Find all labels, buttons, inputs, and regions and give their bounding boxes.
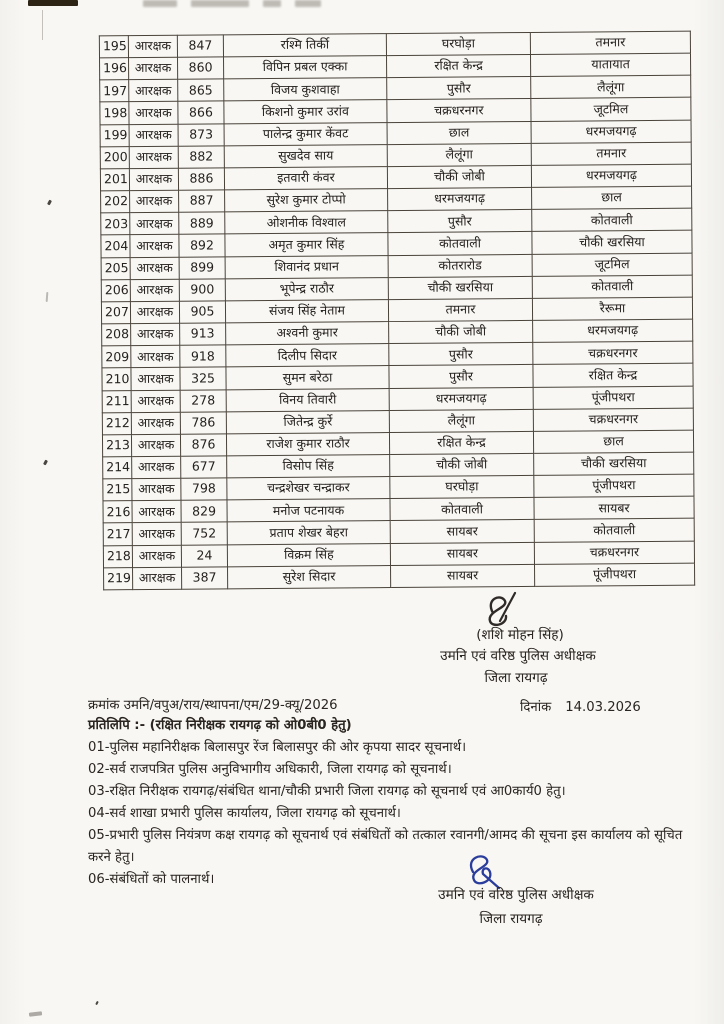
name-cell: चन्द्रशेखर चन्द्राकर bbox=[227, 477, 390, 500]
to-cell: रक्षित केन्द्र bbox=[533, 364, 693, 387]
rank-cell: आरक्षक bbox=[129, 57, 178, 80]
serial-cell: 200 bbox=[100, 146, 129, 168]
rank-cell: आरक्षक bbox=[131, 323, 180, 346]
from-cell: चौकी जोबी bbox=[390, 453, 534, 476]
name-cell: विसोप सिंह bbox=[227, 455, 390, 478]
badge-cell: 786 bbox=[180, 412, 226, 435]
from-cell: कोतवाली bbox=[390, 498, 534, 521]
rank-cell: आरक्षक bbox=[130, 235, 179, 258]
to-cell: चौकी खरसिया bbox=[534, 452, 694, 475]
to-cell: यातायात bbox=[530, 53, 690, 76]
badge-cell: 900 bbox=[179, 279, 225, 302]
badge-cell: 918 bbox=[180, 345, 226, 368]
copy-item: 02-सर्व राजपत्रित पुलिस अनुविभागीय अधिकारी, जिला रायगढ़ को सूचनार्थ। bbox=[88, 762, 452, 777]
to-cell: रैरूमा bbox=[532, 297, 692, 320]
badge-cell: 387 bbox=[182, 567, 228, 590]
badge-cell: 882 bbox=[178, 146, 224, 169]
badge-cell: 847 bbox=[177, 35, 223, 58]
name-cell: विनय तिवारी bbox=[226, 388, 389, 411]
name-cell: सुखदेव साय bbox=[224, 144, 387, 167]
signatory-name: (शशि मोहन सिंह) bbox=[476, 627, 564, 643]
serial-cell: 205 bbox=[101, 257, 130, 279]
name-cell: सुमन बरेठा bbox=[226, 366, 389, 389]
serial-cell: 204 bbox=[101, 235, 130, 257]
from-cell: सायबर bbox=[390, 520, 534, 543]
serial-cell: 216 bbox=[103, 501, 132, 523]
badge-cell: 829 bbox=[181, 500, 227, 523]
rank-cell: आरक्षक bbox=[128, 35, 177, 58]
from-cell: पुसौर bbox=[387, 77, 531, 100]
name-cell: इतवारी कंवर bbox=[224, 167, 387, 190]
from-cell: कोतरारोड bbox=[388, 254, 532, 277]
to-cell: तमनार bbox=[530, 31, 690, 54]
rank-cell: आरक्षक bbox=[130, 257, 179, 280]
to-cell: तमनार bbox=[531, 142, 691, 165]
serial-cell: 207 bbox=[101, 301, 130, 323]
name-cell: संजय सिंह नेताम bbox=[225, 299, 388, 322]
copy-section-heading: प्रतिलिपि :- (रक्षित निरीक्षक रायगढ़ को ओ0बी0 हेतु) bbox=[88, 718, 352, 733]
to-cell: चक्रधरनगर bbox=[534, 541, 694, 564]
serial-cell: 211 bbox=[102, 390, 131, 412]
badge-cell: 876 bbox=[180, 434, 226, 457]
to-cell: जूटमिल bbox=[532, 253, 692, 276]
from-cell: लैलूंगा bbox=[389, 409, 533, 432]
name-cell: किशनो कुमार उरांव bbox=[224, 100, 387, 123]
badge-cell: 913 bbox=[180, 323, 226, 346]
scan-speck bbox=[46, 292, 49, 302]
from-cell: चक्रधरनगर bbox=[387, 99, 531, 122]
rank-cell: आरक्षक bbox=[131, 368, 180, 391]
from-cell: धरमजयगढ़ bbox=[388, 188, 532, 211]
serial-cell: 219 bbox=[104, 567, 133, 589]
badge-cell: 798 bbox=[181, 478, 227, 501]
serial-cell: 202 bbox=[101, 191, 130, 213]
copy-item: 03-रक्षित निरीक्षक रायगढ़/संबंधित थाना/चौकी प्रभारी जिला रायगढ़ को सूचनार्थ एवं आ0कार्य0 हेतु। bbox=[88, 784, 566, 799]
from-cell: छाल bbox=[387, 121, 531, 144]
badge-cell: 889 bbox=[179, 212, 225, 235]
rank-cell: आरक्षक bbox=[131, 345, 180, 368]
badge-cell: 865 bbox=[178, 79, 224, 102]
serial-cell: 215 bbox=[103, 479, 132, 501]
rank-cell: आरक्षक bbox=[130, 279, 179, 302]
rank-cell: आरक्षक bbox=[132, 456, 181, 479]
from-cell: तमनार bbox=[388, 298, 532, 321]
name-cell: विक्रम सिंह bbox=[227, 543, 390, 566]
from-cell: सायबर bbox=[391, 564, 535, 587]
scan-artifact-line bbox=[42, 10, 43, 40]
serial-cell: 218 bbox=[103, 545, 132, 567]
reference-number: क्रमांक उमनि/वपुअ/राय/स्थापना/एम/29-क्यू/2026 bbox=[88, 698, 338, 713]
signatory-designation: उमनि एवं वरिष्ठ पुलिस अधीक्षक bbox=[440, 648, 596, 664]
to-cell: कोतवाली bbox=[534, 519, 694, 542]
to-cell: कोतवाली bbox=[532, 275, 692, 298]
copy-item: 04-सर्व शाखा प्रभारी पुलिस कार्यालय, जिला रायगढ़ को सूचनार्थ। bbox=[88, 806, 401, 821]
scan-speck bbox=[95, 1001, 99, 1005]
table-row bbox=[104, 563, 695, 590]
from-cell: धरमजयगढ़ bbox=[389, 387, 533, 410]
serial-cell: 195 bbox=[99, 36, 128, 58]
to-cell: चक्रधरनगर bbox=[533, 341, 693, 364]
name-cell: अमृत कुमार सिंह bbox=[225, 233, 388, 256]
serial-cell: 206 bbox=[101, 279, 130, 301]
name-cell: सुरेश कुमार टोप्पो bbox=[225, 189, 388, 212]
name-cell: अश्वनी कुमार bbox=[226, 322, 389, 345]
rank-cell: आरक्षक bbox=[132, 478, 181, 501]
copy-item: 01-पुलिस महानिरीक्षक बिलासपुर रेंज बिलासपुर की ओर कृपया सादर सूचनार्थ। bbox=[88, 740, 467, 755]
serial-cell: 210 bbox=[102, 368, 131, 390]
name-cell: शिवानंद प्रधान bbox=[225, 255, 388, 278]
badge-cell: 899 bbox=[179, 256, 225, 279]
to-cell: पूंजीपथरा bbox=[534, 474, 694, 497]
rank-cell: आरक्षक bbox=[132, 545, 181, 568]
from-cell: चौकी जोबी bbox=[387, 165, 531, 188]
serial-cell: 198 bbox=[100, 102, 129, 124]
signatory-district: जिला रायगढ़ bbox=[484, 670, 548, 686]
transfer-roster-body bbox=[99, 31, 694, 590]
serial-cell: 208 bbox=[102, 324, 131, 346]
serial-cell: 199 bbox=[100, 124, 129, 146]
to-cell: सायबर bbox=[534, 496, 694, 519]
rank-cell: आरक्षक bbox=[131, 412, 180, 435]
to-cell: धरमजयगढ़ bbox=[531, 120, 691, 143]
serial-cell: 214 bbox=[103, 457, 132, 479]
rank-cell: आरक्षक bbox=[129, 80, 178, 103]
badge-cell: 677 bbox=[181, 456, 227, 479]
from-cell: चौकी खरसिया bbox=[388, 276, 532, 299]
name-cell: मनोज पटनायक bbox=[227, 499, 390, 522]
name-cell: भूपेन्द्र राठौर bbox=[225, 277, 388, 300]
serial-cell: 217 bbox=[103, 523, 132, 545]
serial-cell: 203 bbox=[101, 213, 130, 235]
rank-cell: आरक्षक bbox=[131, 390, 180, 413]
to-cell: चक्रधरनगर bbox=[533, 408, 693, 431]
copy-section bbox=[88, 715, 689, 891]
name-cell: प्रताप शेखर बेहरा bbox=[227, 521, 390, 544]
badge-cell: 325 bbox=[180, 367, 226, 390]
from-cell: पुसौर bbox=[389, 343, 533, 366]
badge-cell: 887 bbox=[179, 190, 225, 213]
rank-cell: आरक्षक bbox=[129, 124, 178, 147]
name-cell: राजेश कुमार राठौर bbox=[226, 432, 389, 455]
serial-cell: 212 bbox=[102, 412, 131, 434]
from-cell: सायबर bbox=[390, 542, 534, 565]
badge-cell: 24 bbox=[181, 544, 227, 567]
to-cell: छाल bbox=[533, 430, 693, 453]
to-cell: छाल bbox=[532, 186, 692, 209]
name-cell: जितेन्द्र कुर्रे bbox=[226, 410, 389, 433]
to-cell: चौकी खरसिया bbox=[532, 231, 692, 254]
name-cell: दिलीप सिदार bbox=[226, 344, 389, 367]
from-cell: घरघोड़ा bbox=[390, 476, 534, 499]
serial-cell: 197 bbox=[100, 80, 129, 102]
to-cell: पूंजीपथरा bbox=[533, 386, 693, 409]
from-cell: पुसौर bbox=[388, 210, 532, 233]
scan-artifact-cutoff-text bbox=[143, 0, 321, 8]
badge-cell: 278 bbox=[180, 389, 226, 412]
name-cell: विजय कुशवाहा bbox=[224, 78, 387, 101]
rank-cell: आरक्षक bbox=[130, 301, 179, 324]
badge-cell: 892 bbox=[179, 234, 225, 257]
badge-cell: 886 bbox=[178, 168, 224, 191]
to-cell: धरमजयगढ़ bbox=[533, 319, 693, 342]
rank-cell: आरक्षक bbox=[132, 500, 181, 523]
badge-cell: 905 bbox=[179, 301, 225, 324]
from-cell: रक्षित केन्द्र bbox=[389, 431, 533, 454]
signatory-district-bottom: जिला रायगढ़ bbox=[479, 911, 543, 927]
serial-cell: 209 bbox=[102, 346, 131, 368]
copy-item: 05-प्रभारी पुलिस नियंत्रण कक्ष रायगढ़ को सूचनार्थ एवं संबंधितों को तत्काल रवानगी/आमद की सूचना इस कार्यालय को सूचित करने हेतु। bbox=[88, 828, 683, 865]
name-cell: विपिन प्रबल एक्का bbox=[224, 56, 387, 79]
rank-cell: आरक्षक bbox=[130, 190, 179, 213]
rank-cell: आरक्षक bbox=[133, 567, 182, 590]
rank-cell: आरक्षक bbox=[129, 102, 178, 125]
serial-cell: 213 bbox=[102, 434, 131, 456]
name-cell: ओशनीक विश्वाल bbox=[225, 211, 388, 234]
to-cell: लैलूंगा bbox=[531, 75, 691, 98]
scan-speck bbox=[29, 1011, 42, 1016]
rank-cell: आरक्षक bbox=[131, 434, 180, 457]
scan-speck bbox=[47, 200, 52, 206]
scan-speck bbox=[43, 460, 48, 466]
from-cell: घरघोड़ा bbox=[386, 32, 530, 55]
badge-cell: 752 bbox=[181, 522, 227, 545]
badge-cell: 860 bbox=[178, 57, 224, 80]
from-cell: पुसौर bbox=[389, 365, 533, 388]
name-cell: पालेन्द्र कुमार केंवट bbox=[224, 122, 387, 145]
from-cell: चौकी जोबी bbox=[389, 320, 533, 343]
to-cell: पूंजीपथरा bbox=[534, 563, 694, 587]
signatory-designation-bottom: उमनि एवं वरिष्ठ पुलिस अधीक्षक bbox=[438, 887, 594, 903]
copy-item: 06-संबंधितों को पालनार्थ। bbox=[88, 872, 215, 887]
rank-cell: आरक्षक bbox=[129, 168, 178, 191]
name-cell: रश्मि तिर्की bbox=[223, 34, 386, 57]
from-cell: कोतवाली bbox=[388, 232, 532, 255]
scan-artifact-bar bbox=[28, 0, 78, 6]
serial-cell: 196 bbox=[100, 58, 129, 80]
name-cell: सुरेश सिदार bbox=[228, 565, 391, 589]
date-label: दिनांक bbox=[520, 700, 552, 715]
badge-cell: 866 bbox=[178, 101, 224, 124]
signature-ink-top bbox=[477, 591, 529, 631]
rank-cell: आरक्षक bbox=[132, 523, 181, 546]
date-value: 14.03.2026 bbox=[565, 700, 641, 715]
badge-cell: 873 bbox=[178, 123, 224, 146]
from-cell: लैलूंगा bbox=[387, 143, 531, 166]
from-cell: रक्षित केन्द्र bbox=[386, 55, 530, 78]
transfer-roster-table bbox=[99, 31, 695, 591]
to-cell: कोतवाली bbox=[532, 208, 692, 231]
rank-cell: आरक्षक bbox=[129, 146, 178, 169]
to-cell: जूटमिल bbox=[531, 98, 691, 121]
to-cell: धरमजयगढ़ bbox=[531, 164, 691, 187]
rank-cell: आरक्षक bbox=[130, 212, 179, 235]
serial-cell: 201 bbox=[100, 169, 129, 191]
